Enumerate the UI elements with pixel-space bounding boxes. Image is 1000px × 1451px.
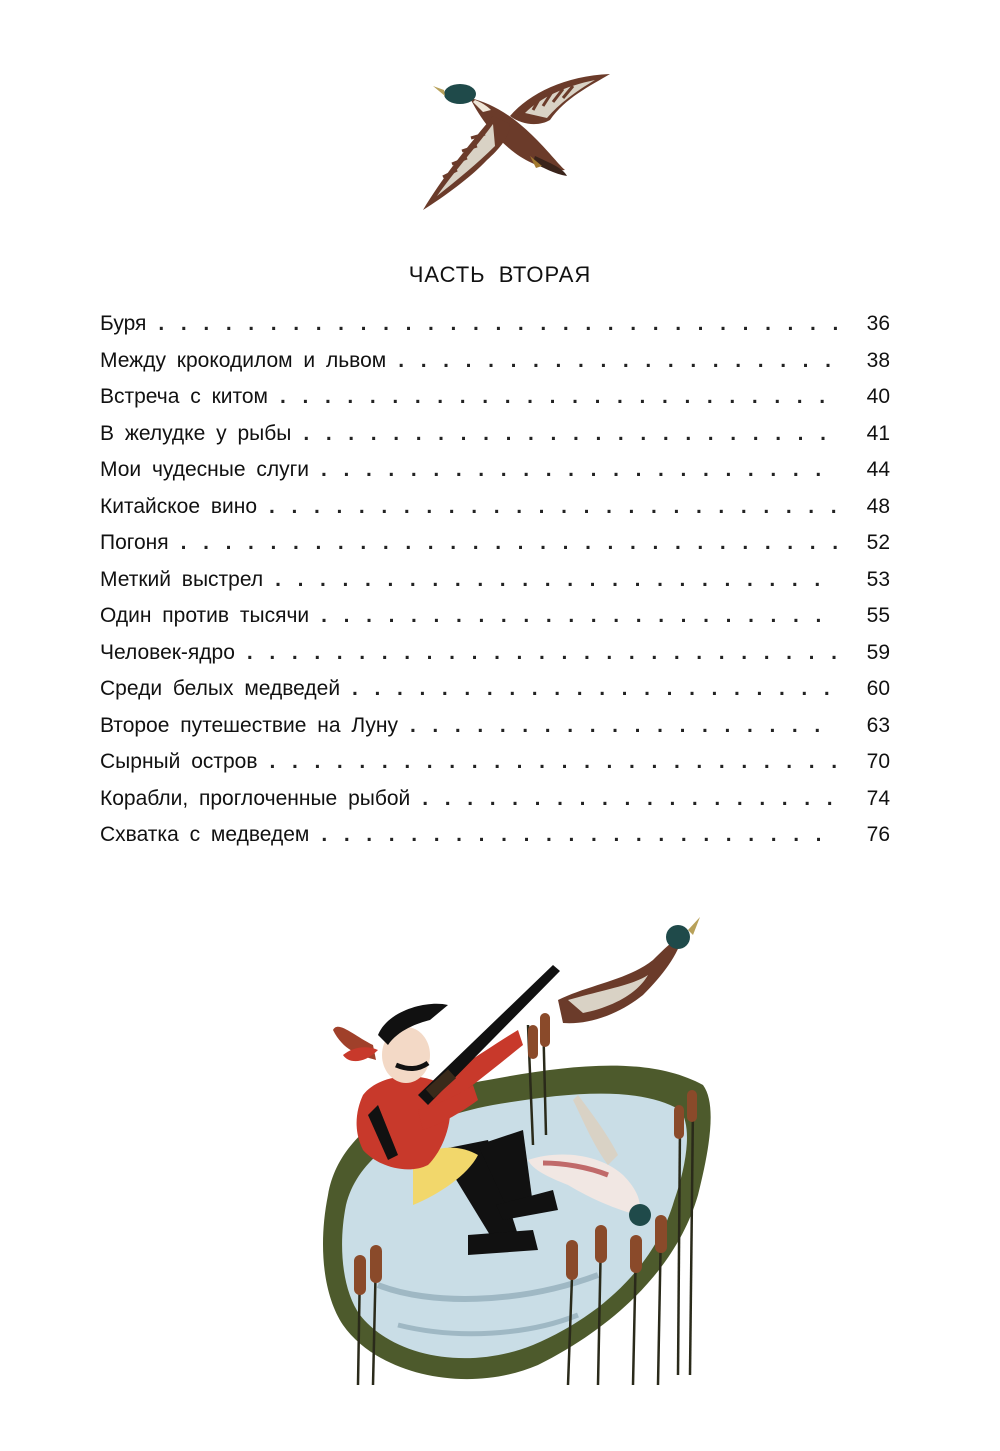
dot-leader <box>321 604 838 628</box>
toc-entry-page: 36 <box>866 312 890 335</box>
dot-leader <box>321 458 838 482</box>
toc-entry-title: Встреча с китом <box>100 385 268 408</box>
toc-entry[interactable] <box>100 312 890 349</box>
dot-leader <box>158 312 838 336</box>
toc-entry[interactable] <box>100 531 890 568</box>
toc-entry-page: 63 <box>866 713 890 737</box>
toc-entry-page: 41 <box>866 421 890 445</box>
toc-entry-title: Корабли, проглоченные рыбой <box>100 786 411 810</box>
toc-entry-title: Мои чудесные слуги <box>100 458 309 481</box>
toc-entry[interactable] <box>100 787 890 824</box>
table-of-contents <box>100 312 890 860</box>
hunter-shooting-ducks-illustration <box>318 905 718 1390</box>
toc-entry-page: 38 <box>866 348 890 372</box>
toc-entry-title: Человек-ядро <box>100 640 235 664</box>
toc-entry[interactable] <box>100 714 890 751</box>
toc-entry[interactable] <box>100 641 890 678</box>
toc-entry-page: 74 <box>866 786 890 810</box>
toc-entry[interactable] <box>100 385 890 422</box>
toc-entry[interactable] <box>100 422 890 459</box>
section-title: ЧАСТЬ ВТОРАЯ <box>408 262 592 287</box>
toc-entry[interactable] <box>100 349 890 386</box>
toc-entry-title: Среди белых медведей <box>100 677 341 700</box>
toc-entry[interactable] <box>100 823 890 860</box>
toc-entry[interactable] <box>100 750 890 787</box>
toc-entry-page: 70 <box>866 750 890 773</box>
dot-leader <box>303 422 838 446</box>
dot-leader <box>269 495 838 519</box>
toc-entry-title: Один против тысячи <box>100 604 310 627</box>
dot-leader <box>352 677 838 701</box>
dot-leader <box>270 750 838 774</box>
dot-leader <box>280 385 838 409</box>
flying-duck-icon <box>415 68 620 216</box>
dot-leader <box>422 787 838 811</box>
toc-entry-title: Меткий выстрел <box>100 567 264 591</box>
dot-leader <box>321 823 838 847</box>
toc-entry-title: Сырный остров <box>100 750 258 773</box>
dot-leader <box>410 714 838 738</box>
dot-leader <box>247 641 838 665</box>
toc-entry-title: Схватка с медведем <box>100 823 310 846</box>
toc-entry-page: 48 <box>866 494 890 518</box>
toc-entry-page: 40 <box>866 385 890 408</box>
dot-leader <box>398 349 838 373</box>
toc-entry[interactable] <box>100 495 890 532</box>
toc-entry[interactable] <box>100 568 890 605</box>
dot-leader <box>275 568 838 592</box>
toc-entry-title: Буря <box>100 312 147 335</box>
toc-entry-page: 59 <box>866 640 890 664</box>
toc-entry-page: 55 <box>866 604 890 627</box>
toc-entry-page: 60 <box>866 677 890 700</box>
toc-entry-page: 52 <box>866 531 890 554</box>
toc-entry-page: 76 <box>866 823 890 846</box>
toc-entry-page: 44 <box>866 458 890 481</box>
toc-entry[interactable] <box>100 677 890 714</box>
toc-entry-page: 53 <box>866 567 890 591</box>
dot-leader <box>181 531 838 555</box>
toc-entry-title: Второе путешествие на Луну <box>100 713 398 737</box>
toc-entry-title: Китайское вино <box>100 494 258 518</box>
toc-entry-title: В желудке у рыбы <box>100 421 292 445</box>
toc-entry[interactable] <box>100 604 890 641</box>
toc-entry-title: Погоня <box>100 531 169 554</box>
toc-entry-title: Между крокодилом и львом <box>100 348 387 372</box>
toc-entry[interactable] <box>100 458 890 495</box>
